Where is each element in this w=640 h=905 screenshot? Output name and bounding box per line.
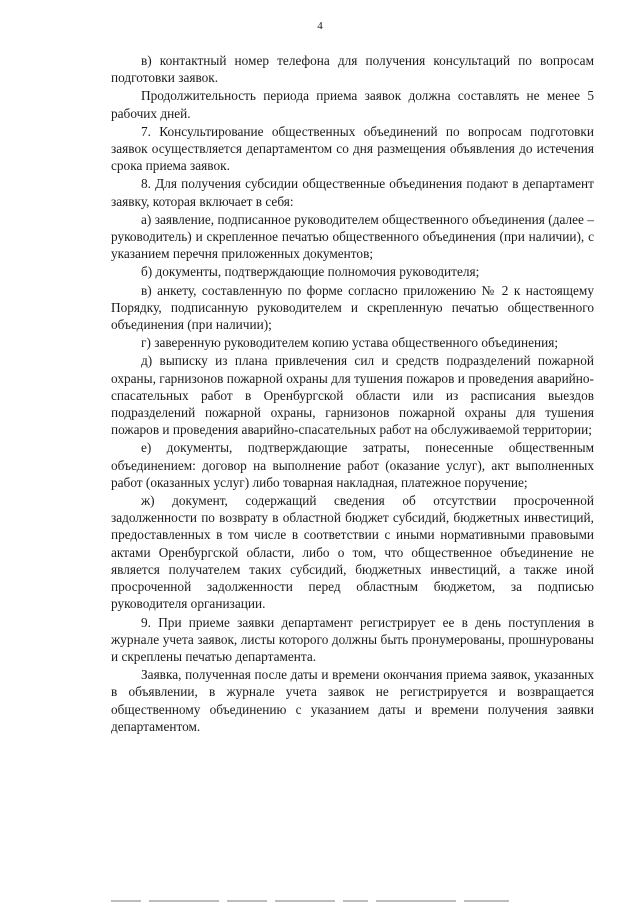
paragraph-9-registration: 9. При приеме заявки департамент регистрирует ее в день поступления в журнале учета заявок, листы которого должны быть пронумерованы, прошнурованы и скреплены печатью департамента. <box>111 614 594 664</box>
paragraph-8d-fire-plan: д) выписку из плана привлечения сил и средств подразделений пожарной охраны, гарнизонов пожарной охраны для тушения пожаров и проведения аварийно-спасательных работ в Оренбургской области или из расписания выездов подразделений пожарной охраны, гарнизонов пожарной охраны для тушения пожаров и проведения аварийно-спасательных работ на обслуживаемой территории; <box>111 353 594 438</box>
paragraph-acceptance-period: Продолжительность периода приема заявок должна составлять не менее 5 рабочих дней. <box>111 88 594 121</box>
paragraph-7-consultation: 7. Консультирование общественных объединений по вопросам подготовки заявок осуществляется департаментом со дня размещения объявления до истечения срока приема заявок. <box>111 123 594 174</box>
paragraph-8g-charter: г) заверенную руководителем копию устава общественного объединения; <box>141 335 559 351</box>
paragraph-8zh-debt-statement: ж) документ, содержащий сведения об отсутствии просроченной задолженности по возврату в областной бюджет субсидий, бюджетных инвестиций, предоставленных в том числе в соответствии с иными нормативными правовыми актами Оренбургской области, либо о том, что общественное объединение не является получателем таких субсидий, бюджетных инвестиций, а также иной просроченной задолженности перед областным бюджетом, за подписью руководителя организации. <box>111 493 594 612</box>
page-number: 4 <box>317 20 323 32</box>
paragraph-contact-phone: в) контактный номер телефона для получения консультаций по вопросам подготовки заявок. <box>111 53 594 86</box>
document-body <box>111 52 594 736</box>
footer-scan-artifact <box>111 900 594 905</box>
paragraph-late-application: Заявка, полученная после даты и времени окончания приема заявок, указанных в объявлении, в журнале учета заявок не регистрируется и возвращается общественному объединению с указанием даты и времени получения заявки департаментом. <box>111 667 594 734</box>
paragraph-8-application: 8. Для получения субсидии общественные объединения подают в департамент заявку, которая включает в себя: <box>111 176 594 209</box>
paragraph-8b-authority: б) документы, подтверждающие полномочия руководителя; <box>141 264 480 280</box>
paragraph-8e-expenses: е) документы, подтверждающие затраты, понесенные общественным объединением: договор на выполнение работ (оказание услуг), акт выполненных работ (оказанных услуг) либо товарная накладная, платежное поручение; <box>111 440 594 490</box>
paragraph-8a-statement: а) заявление, подписанное руководителем общественного объединения (далее – руководитель) и скрепленное печатью общественного объединения (при наличии), с указанием перечня приложенных документов; <box>111 211 594 262</box>
paragraph-8v-questionnaire: в) анкету, составленную по форме согласно приложению № 2 к настоящему Порядку, подписанную руководителем и скрепленную печатью общественного объединения (при наличии); <box>111 282 594 333</box>
